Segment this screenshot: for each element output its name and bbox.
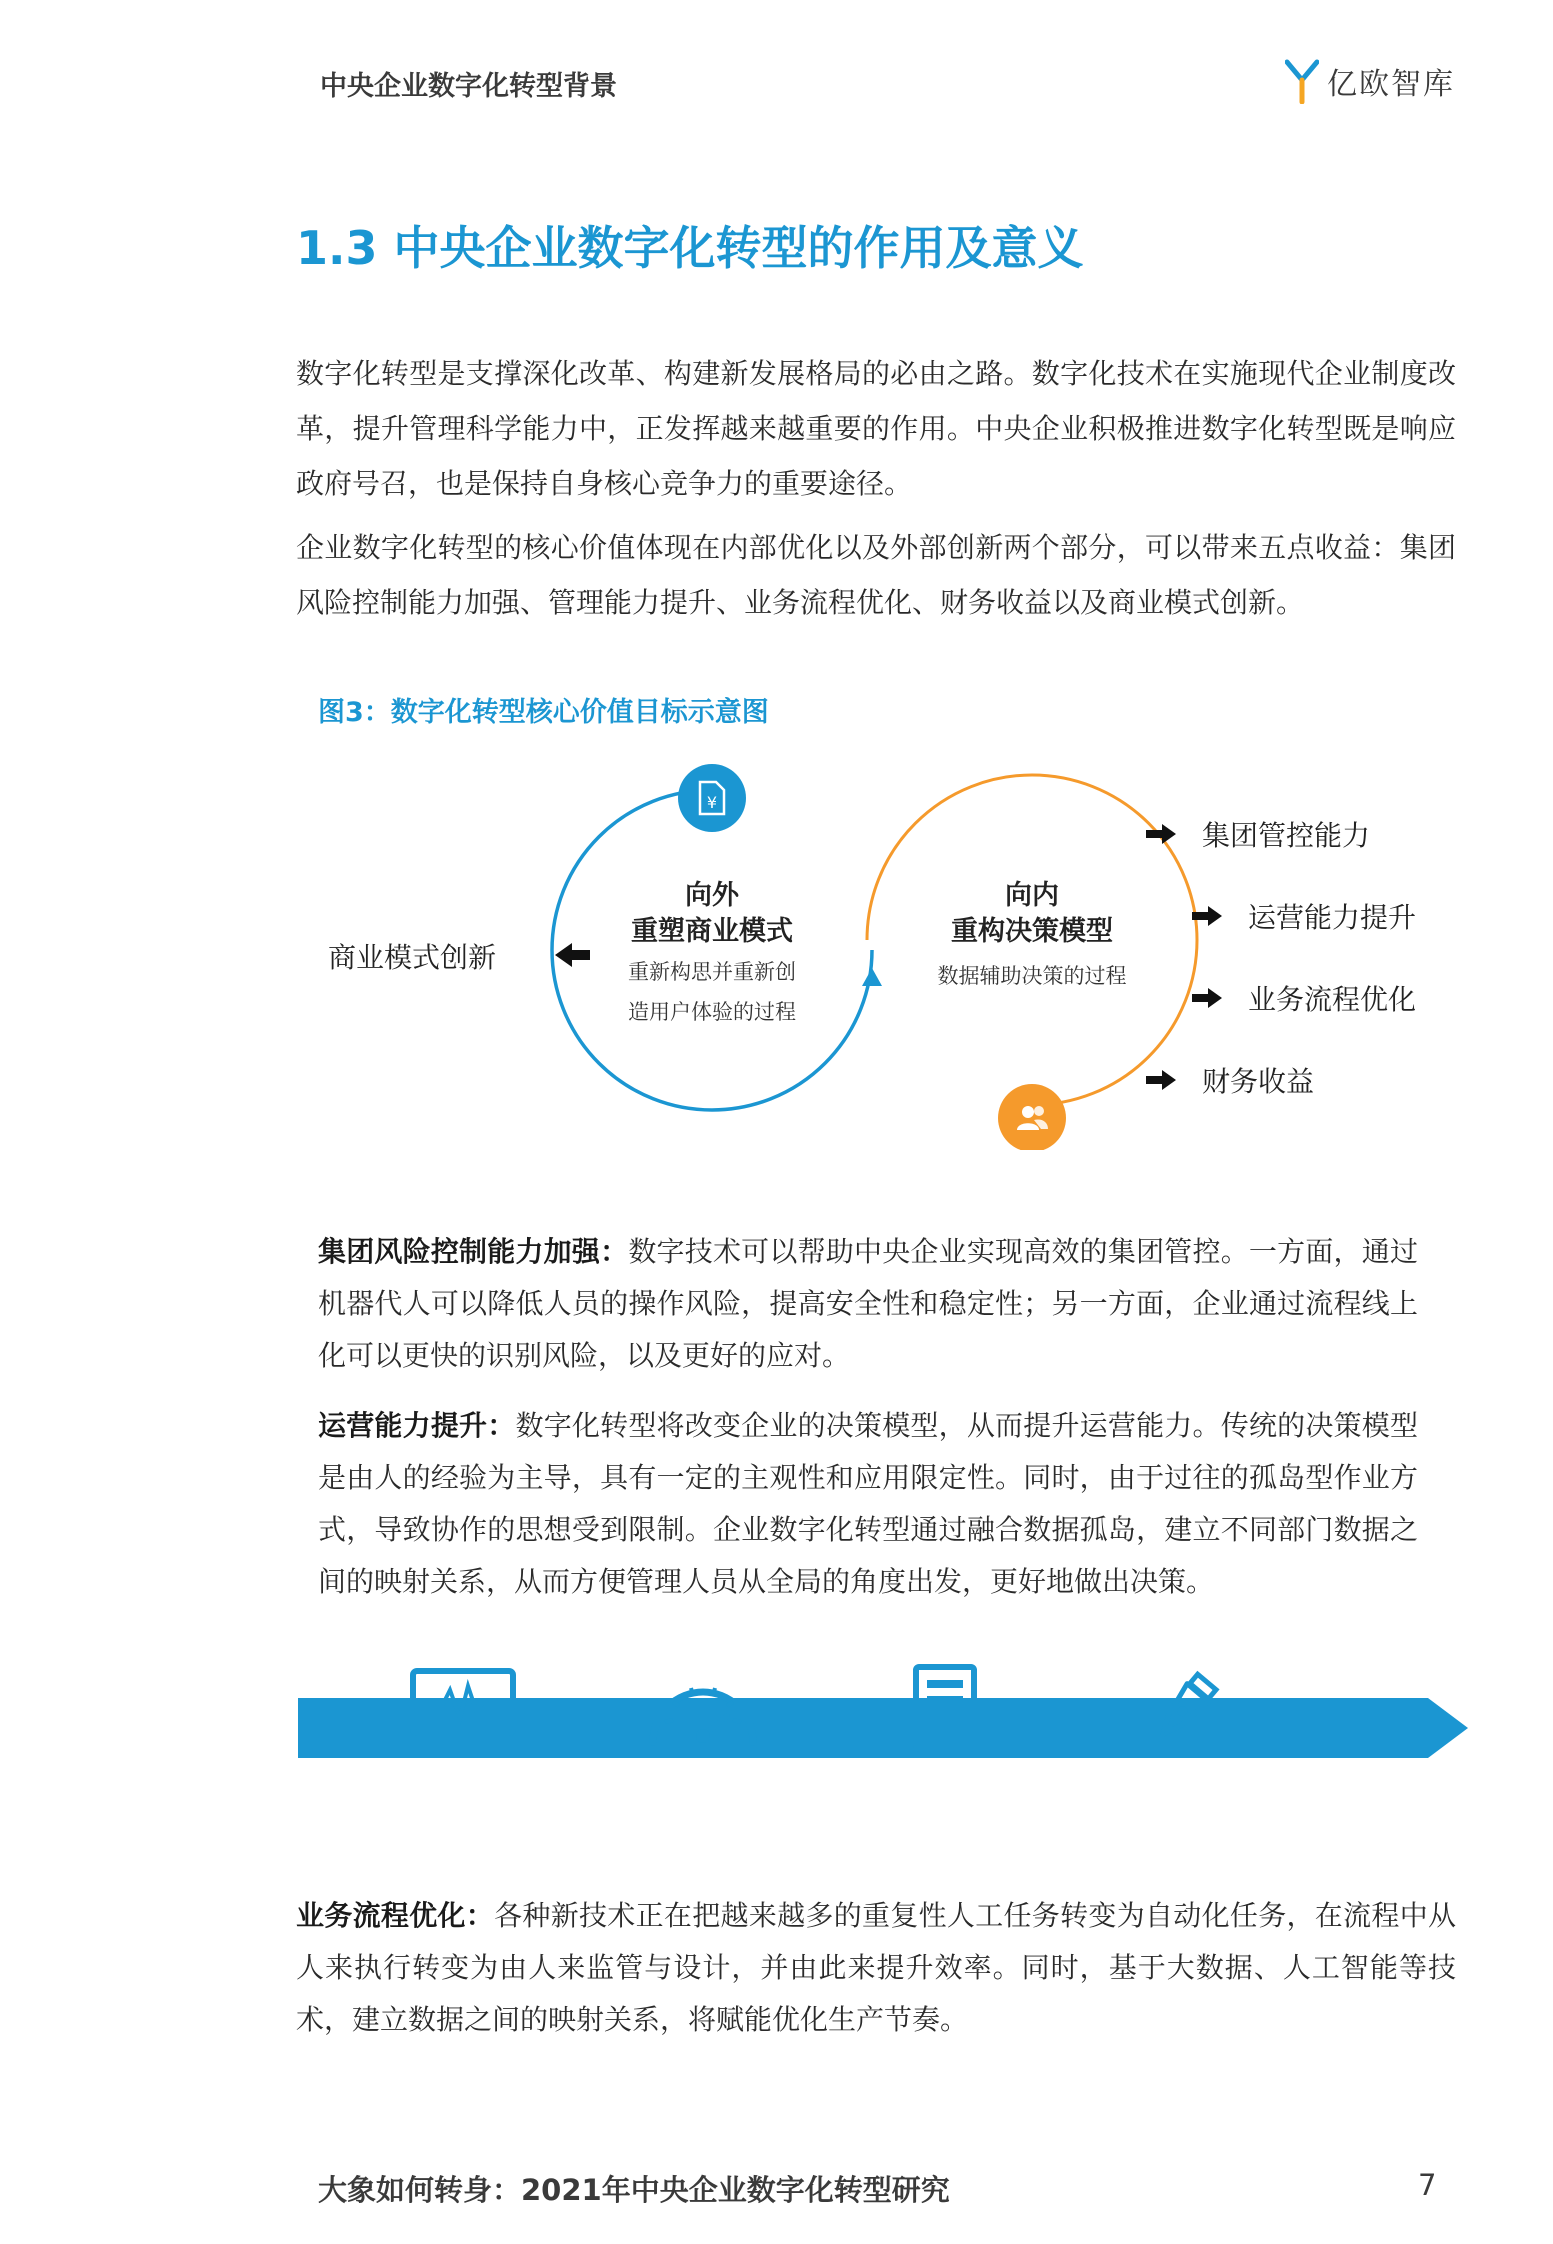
output-label: 商业模式创新 bbox=[328, 941, 497, 974]
output-label: 集团管控能力 bbox=[1202, 819, 1371, 852]
figure-caption: 图3：数字化转型核心价值目标示意图 bbox=[318, 697, 769, 728]
logo-text: 亿欧智库 bbox=[1327, 67, 1455, 102]
running-header: 中央企业数字化转型背景 bbox=[320, 71, 617, 102]
output-business-model bbox=[328, 936, 496, 976]
svg-text:¥: ¥ bbox=[706, 793, 718, 812]
arrow-right-icon bbox=[1192, 988, 1222, 1008]
report-document-icon bbox=[913, 1664, 977, 1756]
output-label: 财务收益 bbox=[1202, 1065, 1315, 1098]
operations-paragraph bbox=[318, 1400, 1418, 1608]
logo-icon bbox=[1285, 58, 1319, 104]
left-circle-title-2: 重塑商业模式 bbox=[631, 916, 793, 947]
ops-label: 运营能力提升： bbox=[318, 1409, 516, 1442]
process-paragraph bbox=[296, 1890, 1456, 2046]
band-label-report: 数字化报告 bbox=[872, 1757, 1018, 1791]
left-circle-text bbox=[612, 878, 812, 1032]
output-group-control bbox=[1146, 814, 1370, 854]
left-arc-arrowhead bbox=[862, 968, 882, 986]
finance-icon bbox=[694, 778, 730, 818]
section-title: 1.3 中央企业数字化转型的作用及意义 bbox=[296, 221, 1084, 275]
right-circle-desc: 数据辅助决策的过程 bbox=[937, 964, 1127, 988]
people-icon bbox=[1014, 1100, 1050, 1136]
risk-text: 数字技术可以帮助中央企业实现高效的集团管控。一方面，通过机器代人可以降低人员的操作风险，提高安全性和稳定性；另一方面，企业通过流程线上化可以更快的识别风险，以及更好的应对。 bbox=[318, 1235, 1418, 1372]
left-circle-desc-2: 造用户体验的过程 bbox=[628, 1000, 796, 1024]
ops-text: 数字化转型将改变企业的决策模型，从而提升运营能力。传统的决策模型是由人的经验为主导，具有一定的主观性和应用限定性。同时，由于过往的孤岛型作业方式，导致协作的思想受到限制。企业数字化转型通过融合数据孤岛，建立不同部门数据之间的映射关系，从而方便管理人员从全局的角度出发，更好地做出决策。 bbox=[318, 1409, 1418, 1598]
left-output-arrow bbox=[555, 943, 590, 967]
right-circle-text bbox=[932, 878, 1132, 996]
intro-paragraph-1: 数字化转型是支撑深化改革、构建新发展格局的必由之路。数字化技术在实施现代企业制度改革，提升管理科学能力中，正发挥越来越重要的作用。中央企业积极推进数字化转型既是响应政府号召，也是保持自身核心竞争力的重要途径。 bbox=[296, 357, 1456, 500]
footer-title: 大象如何转身：2021年中央企业数字化转型研究 bbox=[318, 2173, 950, 2207]
band-label-monitoring: 动态监控 bbox=[646, 1757, 763, 1791]
output-finance bbox=[1146, 1060, 1314, 1100]
left-circle-desc-1: 重新构思并重新创 bbox=[628, 960, 796, 984]
output-label: 运营能力提升 bbox=[1248, 901, 1417, 934]
right-circle-title-2: 重构决策模型 bbox=[951, 916, 1113, 947]
intro-paragraph-2: 企业数字化转型的核心价值体现在内部优化以及外部创新两个部分，可以带来五点收益：集团风险控制能力加强、管理能力提升、业务流程优化、财务收益以及商业模式创新。 bbox=[296, 531, 1456, 619]
pen-nib-icon bbox=[1143, 1664, 1227, 1756]
risk-paragraph bbox=[318, 1226, 1418, 1382]
left-circle-title-1: 向外 bbox=[685, 880, 739, 911]
arrow-right-icon bbox=[1192, 906, 1222, 926]
output-label: 业务流程优化 bbox=[1248, 983, 1417, 1016]
monitor-chart-icon bbox=[410, 1668, 516, 1756]
band-label-visualization: 可视化呈现 bbox=[392, 1757, 538, 1791]
page-number: 7 bbox=[1418, 2168, 1437, 2202]
band-label-decision: 辅助决策 bbox=[1126, 1757, 1243, 1791]
gauge-icon bbox=[645, 1666, 761, 1754]
right-circle-title-1: 向内 bbox=[1005, 880, 1059, 911]
output-operations bbox=[1192, 896, 1416, 936]
process-label: 业务流程优化： bbox=[296, 1899, 495, 1932]
process-text: 各种新技术正在把越来越多的重复性人工任务转变为自动化任务，在流程中从人来执行转变为由人来监管与设计，并由此来提升效率。同时，基于大数据、人工智能等技术，建立数据之间的映射关系，将赋能优化生产节奏。 bbox=[296, 1899, 1456, 2036]
arrow-right-icon bbox=[1146, 824, 1176, 844]
risk-label: 集团风险控制能力加强： bbox=[318, 1235, 629, 1268]
core-value-diagram bbox=[300, 750, 1500, 1150]
output-process bbox=[1192, 978, 1416, 1018]
logo bbox=[1285, 56, 1455, 106]
arrow-right-icon bbox=[1146, 1070, 1176, 1090]
